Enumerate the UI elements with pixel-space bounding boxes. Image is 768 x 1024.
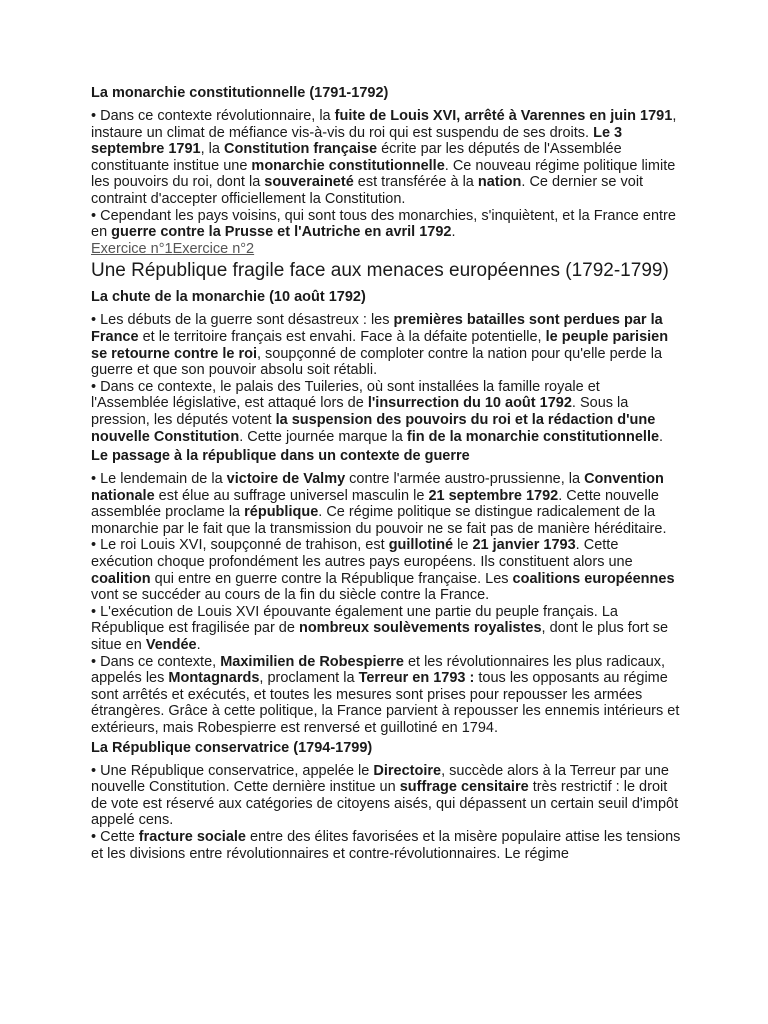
body-text: qui entre en guerre contre la République française. Les — [150, 570, 513, 587]
body-text: . — [196, 637, 201, 654]
paragraph-directoire — [91, 763, 681, 829]
paragraph-guerre-prusse-autriche — [91, 208, 681, 241]
body-text: . Ce dernier se voit contraint d'accepter officiellement la Constitution. — [91, 174, 644, 207]
body-text: • Dans ce contexte révolutionnaire, la — [91, 108, 335, 124]
emphasis-text: république — [244, 504, 319, 521]
emphasis-text: Directoire — [373, 762, 442, 779]
body-text: , proclament la — [259, 670, 359, 687]
body-text: . Sous la pression, les députés votent — [91, 395, 629, 428]
body-text: écrite par les députés de l'Assemblée constituante institue une — [91, 141, 622, 174]
body-text: le — [453, 537, 473, 554]
subsection-title-chute-monarchie: La chute de la monarchie (10 août 1792) — [91, 289, 366, 306]
emphasis-text: fuite de Louis XVI, arrêté à Varennes en juin 1791 — [334, 108, 673, 124]
body-text: , instaure un climat de méfiance vis-à-vis du roi qui est suspendu de ses droits. — [91, 108, 677, 141]
paragraph-fracture-sociale — [91, 829, 681, 862]
emphasis-text: Montagnards — [168, 670, 260, 687]
body-text: . — [659, 428, 664, 445]
emphasis-text: 21 septembre 1792 — [428, 487, 559, 504]
exercise-link-2[interactable]: Exercice n°2 — [172, 240, 255, 257]
emphasis-text: nation — [477, 174, 522, 191]
body-text: et le territoire français est envahi. Face à la défaite potentielle, — [138, 328, 546, 345]
emphasis-text: coalition — [91, 570, 151, 587]
emphasis-text: l'insurrection du 10 août 1792 — [367, 395, 572, 412]
emphasis-text: nombreux soulèvements royalistes — [298, 620, 542, 637]
body-text: est élue au suffrage universel masculin le — [154, 487, 429, 504]
body-text: très restrictif : le droit de vote est réservé aux catégories de citoyens aisés, qui dépassent un certain seuil d'impôt appelé cens. — [91, 779, 679, 829]
emphasis-text: Maximilien de Robespierre — [220, 653, 404, 670]
body-text: • L'exécution de Louis XVI épouvante également une partie du peuple français. La République est fragilisée par de — [91, 603, 618, 637]
body-text: • Les débuts de la guerre sont désastreux : les — [91, 312, 394, 329]
body-text: est transférée à la — [353, 174, 478, 191]
emphasis-text: Terreur en 1793 : — [358, 670, 475, 687]
paragraph-debuts-guerre — [91, 312, 681, 378]
emphasis-text: Le 3 septembre 1791 — [91, 124, 623, 158]
body-text: . — [451, 224, 456, 241]
paragraph-soulevements-royalistes — [91, 604, 681, 654]
body-text: • Cette — [91, 828, 139, 845]
emphasis-text: guerre contre la Prusse et l'Autriche en avril 1792 — [111, 224, 452, 241]
body-text: • Cependant les pays voisins, qui sont tous des monarchies, s'inquiètent, et la France entre en — [91, 207, 676, 241]
emphasis-text: premières batailles sont perdues par la France — [91, 312, 663, 345]
emphasis-text: monarchie constitutionnelle — [251, 157, 445, 174]
emphasis-text: souveraineté — [264, 174, 354, 191]
body-text: . Cette journée marque la — [239, 428, 407, 445]
exercise-link-1[interactable]: Exercice n°1 — [91, 240, 173, 257]
body-text: , dont le plus fort se situe en — [91, 620, 669, 654]
paragraph-fuite-varennes — [91, 108, 681, 208]
subsection-title-republique-conservatrice: La République conservatrice (1794-1799) — [91, 739, 373, 756]
emphasis-text: la suspension des pouvoirs du roi et la rédaction d'une nouvelle Constitution — [91, 411, 656, 445]
body-text: • Dans ce contexte, le palais des Tuileries, où sont installées la famille royale et l'Assemblée législative, est attaqué lors de — [91, 378, 600, 412]
body-text: • Dans ce contexte, — [91, 653, 221, 670]
section-title-monarchie-constitutionnelle: La monarchie constitutionnelle (1791-1792) — [91, 85, 389, 101]
body-text: . Cette nouvelle assemblée proclame la — [91, 487, 659, 521]
emphasis-text: victoire de Valmy — [226, 471, 346, 488]
emphasis-text: suffrage censitaire — [399, 779, 529, 796]
emphasis-text: Vendée — [145, 637, 197, 654]
body-text: entre des élites favorisées et la misère populaire attise les tensions et les divisions entre révolutionnaires et contre-révolutionnaires. Le régime — [91, 828, 681, 862]
emphasis-text: 21 janvier 1793 — [472, 537, 576, 554]
body-text: , succède alors à la Terreur par une nouvelle Constitution. Cette dernière institue un — [91, 762, 669, 796]
subsection-title-passage-republique: Le passage à la république dans un contexte de guerre — [91, 448, 470, 465]
emphasis-text: coalitions européennes — [512, 570, 675, 587]
body-text: vont se succéder au cours de la fin du siècle contre la France. — [91, 587, 490, 604]
body-text: . Cette exécution choque profondément les autres pays européens. Ils constituent alors une — [91, 537, 633, 571]
paragraph-insurrection-10-aout — [91, 379, 681, 445]
document-page — [91, 84, 681, 862]
body-text: • Une République conservatrice, appelée le — [91, 762, 374, 779]
exercise-links — [91, 241, 681, 258]
body-text: , la — [200, 141, 224, 158]
section-heading-republique-fragile: Une République fragile face aux menaces européennes (1792-1799) — [91, 260, 669, 282]
body-text: contre l'armée austro-prussienne, la — [345, 471, 585, 488]
emphasis-text: le peuple parisien se retourne contre le roi — [91, 328, 669, 362]
paragraph-execution-louis-xvi — [91, 537, 681, 603]
body-text: . Ce nouveau régime politique limite les pouvoirs du roi, dont la — [91, 157, 676, 191]
body-text: • Le roi Louis XVI, soupçonné de trahison, est — [91, 537, 389, 554]
body-text: • Le lendemain de la — [91, 471, 227, 488]
emphasis-text: fin de la monarchie constitutionnelle — [406, 428, 660, 445]
paragraph-valmy-convention — [91, 471, 681, 537]
emphasis-text: guillotiné — [388, 537, 454, 554]
emphasis-text: fracture sociale — [138, 828, 246, 845]
body-text: . Ce régime politique se distingue radicalement de la monarchie par le fait que la transmission du pouvoir ne se fait pas de manière héréditaire. — [91, 504, 667, 537]
paragraph-terreur-robespierre — [91, 654, 681, 737]
body-text: , soupçonné de comploter contre la nation pour qu'elle perde la guerre et que son pouvoir absolu soit rétabli. — [91, 345, 663, 379]
body-text: tous les opposants au régime sont arrêtés et exécutés, et toutes les mesures sont prises pour repousser les armées étrangères. Grâce à cette politique, la France parvient à repousser les ennemis intérieurs et extérieurs, mais Robespierre est renversé et guillotiné en 1794. — [91, 670, 680, 736]
body-text: et les révolutionnaires les plus radicaux, appelés les — [91, 653, 666, 687]
emphasis-text: Convention nationale — [91, 471, 664, 504]
emphasis-text: Constitution française — [224, 141, 378, 158]
